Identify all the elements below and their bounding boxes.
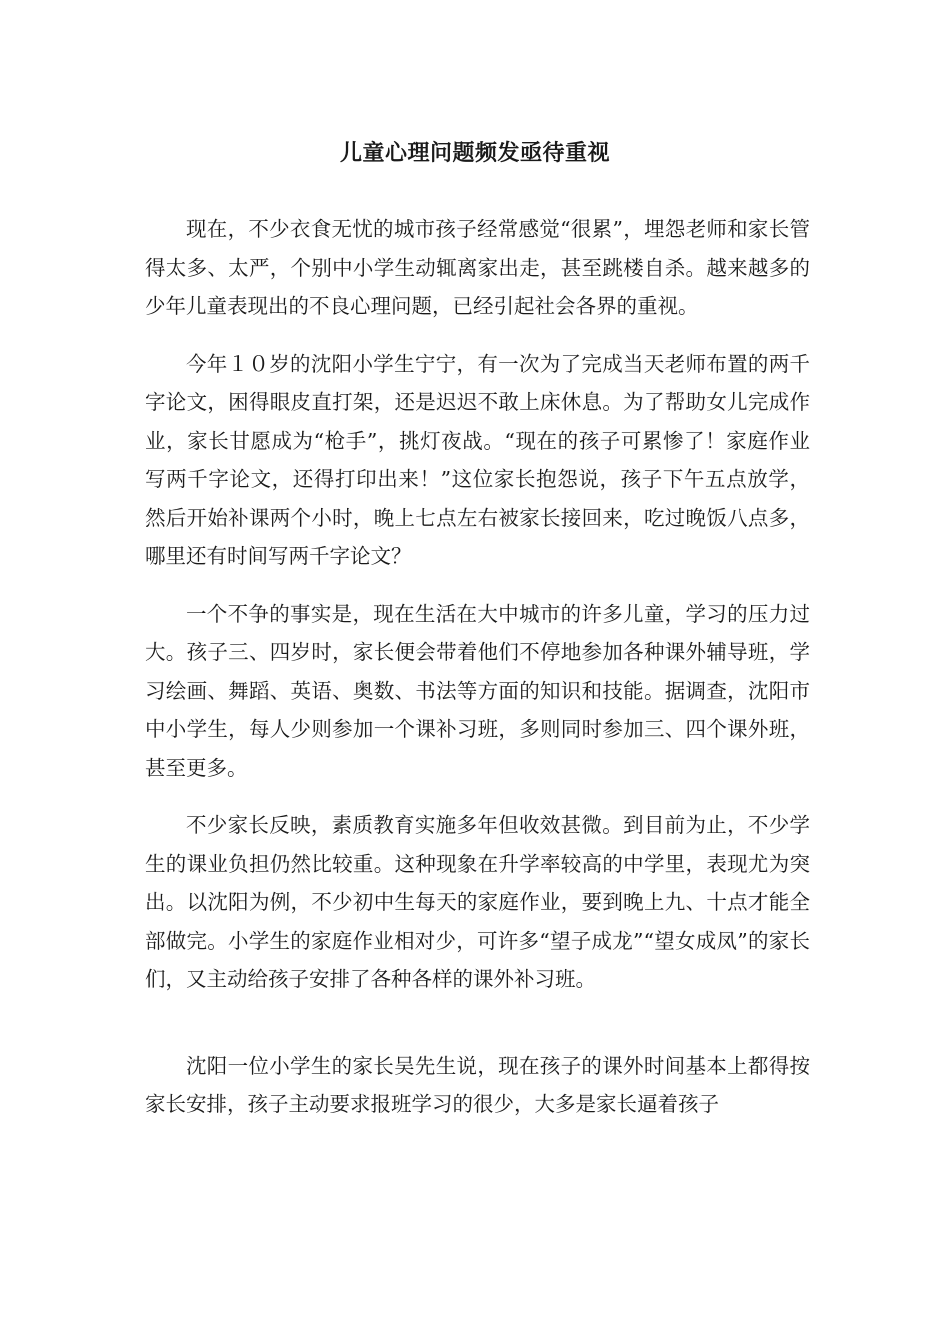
document-title: 儿童心理问题频发亟待重视 — [339, 140, 610, 166]
paragraph-2: 今年１０岁的沈阳小学生宁宁，有一次为了完成当天老师布置的两千字论文，困得眼皮直打架，还是迟迟不敢上床休息。为了帮助女儿完成作业，家长甘愿成为“枪手”，挑灯夜战。“现在的孩子可累惨了！家庭作业写两千字论文，还得打印出来！”这位家长抱怨说，孩子下午五点放学，然后开始补课两个小时，晚上七点左右被家长接回来，吃过晚饭八点多，哪里还有时间写两千字论文？ — [145, 351, 810, 568]
paragraph-1: 现在，不少衣食无忧的城市孩子经常感觉“很累”，埋怨老师和家长管得太多、太严，个别中小学生动辄离家出走，甚至跳楼自杀。越来越多的少年儿童表现出的不良心理问题，已经引起社会各界的重视。 — [145, 217, 810, 318]
paragraph-3: 一个不争的事实是，现在生活在大中城市的许多儿童，学习的压力过大。孩子三、四岁时，家长便会带着他们不停地参加各种课外辅导班，学习绘画、舞蹈、英语、奥数、书法等方面的知识和技能。据调查，沈阳市中小学生，每人少则参加一个课补习班，多则同时参加三、四个课外班，甚至更多。 — [145, 601, 810, 780]
paragraph-4: 不少家长反映，素质教育实施多年但收效甚微。到目前为止，不少学生的课业负担仍然比较重。这种现象在升学率较高的中学里，表现尤为突出。以沈阳为例，不少初中生每天的家庭作业，要到晚上九、十点才能全部做完。小学生的家庭作业相对少，可许多“望子成龙”“望女成凤”的家长们，又主动给孩子安排了各种各样的课外补习班。 — [145, 813, 810, 991]
document-body — [145, 210, 810, 1143]
paragraph-5: 沈阳一位小学生的家长吴先生说，现在孩子的课外时间基本上都得按家长安排，孩子主动要求报班学习的很少，大多是家长逼着孩子 — [145, 1053, 810, 1116]
